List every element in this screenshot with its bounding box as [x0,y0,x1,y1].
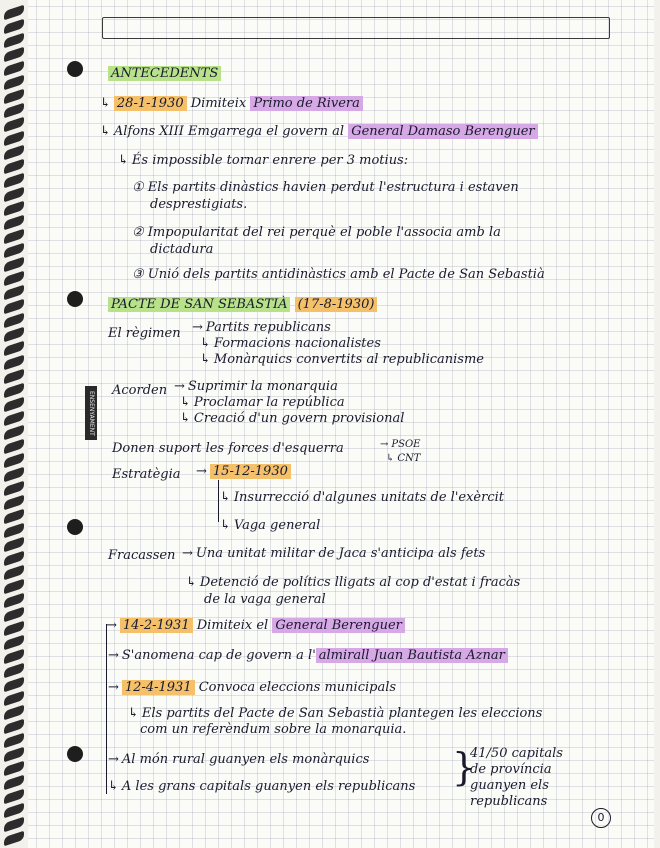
bracket-line [106,624,107,794]
spiral-coil [4,397,24,412]
spiral-coil [4,789,24,804]
spiral-coil [4,285,24,300]
arrow-icon: ↳ [100,124,111,139]
estrategia-date: → 15-12-1930 [196,464,291,480]
spiral-coil [4,831,24,846]
spiral-coil [4,607,24,622]
spiral-coil [4,719,24,734]
spiral-coil [4,173,24,188]
arrow-icon: ↳ [220,518,231,533]
side-tag-label: ENSENYAMENT [85,386,97,440]
arrow-icon: ↳ [220,490,231,505]
spiral-coil [4,439,24,454]
note-line: ↳ És impossible tornar enrere per 3 motius: [118,153,409,168]
spiral-coil [4,257,24,272]
spiral-coil [4,5,24,20]
spiral-coil [4,383,24,398]
reason-1: ① Els partits dinàstics havien perdut l'estructura i estaven [132,180,519,195]
spiral-coil [4,19,24,34]
spiral-coil [4,313,24,328]
spiral-coil [4,187,24,202]
spiral-coil [4,495,24,510]
estrategia-item: ↳ Vaga general [220,518,321,533]
event-line: → Al món rural guanyen els monàrquics [108,752,370,767]
spiral-coil [4,355,24,370]
note-line: ↳ 28-1-1930 Dimiteix Primo de Rivera [100,96,363,112]
reason-2: ② Impopularitat del rei perquè el poble l'associa amb la [132,225,501,240]
regim-item: ↳ Monàrquics convertits al republicanisme [200,352,484,367]
spiral-coil [4,649,24,664]
arrow-icon: ↳ [200,336,211,351]
reason-2-cont: dictadura [150,242,214,257]
fracassen-label: Fracassen [108,548,176,563]
spiral-coil [4,145,24,160]
fracassen-item: ↳ Detenció de polítics lligats al cop d'estat i fracàs [186,575,521,590]
arrow-icon: → [192,320,203,335]
arrow-icon: ↳ [180,411,191,426]
spiral-coil [4,229,24,244]
spiral-coil [4,593,24,608]
binder-hole-2 [67,291,83,307]
spiral-coil [4,299,24,314]
spiral-coil [4,159,24,174]
spiral-coil [4,579,24,594]
spiral-coil [4,551,24,566]
spiral-coil [4,75,24,90]
event-detail-cont: com un referèndum sobre la monarquia. [140,722,407,737]
acorden-item: ↳ Creació d'un govern provisional [180,411,405,426]
spiral-coil [4,201,24,216]
spiral-coil [4,691,24,706]
spiral-coil [4,621,24,636]
spiral-coil [4,677,24,692]
arrow-icon: → [108,648,119,663]
spiral-coil [4,537,24,552]
header-box [102,17,610,39]
arrow-icon: ↳ [386,453,395,464]
brace-icon: } [452,745,477,789]
suport-item: ↳ CNT [386,453,421,464]
spiral-coil [4,481,24,496]
notebook-spiral [0,0,30,848]
spiral-coil [4,215,24,230]
arrow-icon: → [108,680,119,695]
spiral-coil [4,733,24,748]
spiral-coil [4,705,24,720]
arrow-icon: → [174,379,185,394]
spiral-coil [4,453,24,468]
arrow-icon: ↳ [180,395,191,410]
spiral-coil [4,243,24,258]
event-line: → 12-4-1931 Convoca eleccions municipals [108,680,397,695]
binder-hole-4 [67,746,83,762]
spiral-coil [4,565,24,580]
arrow-icon: ↳ [118,153,129,168]
spiral-coil [4,467,24,482]
regim-item: ↳ Formacions nacionalistes [200,336,381,351]
spiral-coil [4,803,24,818]
spiral-coil [4,523,24,538]
spiral-coil [4,775,24,790]
reason-3: ③ Unió dels partits antidinàstics amb el Pacte de San Sebastià [132,267,545,282]
binder-hole-3 [67,519,83,535]
section-heading-antecedents: ANTECEDENTS [108,66,221,82]
spiral-coil [4,817,24,832]
spiral-coil [4,411,24,426]
spiral-coil [4,103,24,118]
fracassen-item-cont: de la vaga general [204,592,326,607]
spiral-coil [4,663,24,678]
arrow-icon: → [106,618,117,633]
spiral-coil [4,61,24,76]
spiral-coil [4,271,24,286]
event-detail: ↳ Els partits del Pacte de San Sebastià plantegen les eleccions [128,706,543,721]
spiral-coil [4,327,24,342]
spiral-coil [4,369,24,384]
regim-label: El règimen [108,326,181,341]
spiral-coil [4,509,24,524]
reason-1-cont: desprestigiats. [150,197,248,212]
side-note: de província [470,762,552,777]
event-line: → 14-2-1931 Dimiteix el General Berenguer [106,618,405,634]
page-number: 0 [591,808,611,828]
spiral-coil [4,341,24,356]
arrow-icon: ↳ [128,706,139,721]
spiral-coil [4,47,24,62]
spiral-coil [4,425,24,440]
arrow-icon: ↳ [200,352,211,367]
suport-line: Donen suport les forces d'esquerra [112,441,344,456]
side-note: guanyen els [470,778,549,793]
suport-item: → PSOE [380,439,421,450]
event-line: ↳ A les grans capitals guanyen els republicans [108,779,416,794]
arrow-icon: → [196,464,207,479]
arrow-icon: ↳ [108,779,119,794]
arrow-icon: → [182,546,193,561]
side-note: republicans [470,794,548,809]
event-line: → S'anomena cap de govern a l' almirall Juan Bautista Aznar [108,648,508,664]
acorden-label: Acorden [112,383,168,398]
spiral-coil [4,131,24,146]
spiral-coil [4,33,24,48]
binder-hole-1 [67,61,83,77]
estrategia-item: ↳ Insurrecció d'algunes unitats de l'exèrcit [220,490,505,505]
note-line: ↳ Alfons XIII Emgarrega el govern al General Damaso Berenguer [100,124,538,140]
acorden-item: → Suprimir la monarquia [174,379,338,394]
estrategia-label: Estratègia [112,467,181,482]
arrow-icon: → [380,439,389,450]
spiral-coil [4,117,24,132]
side-note: 41/50 capitals [470,746,563,761]
fracassen-item: → Una unitat militar de Jaca s'anticipa als fets [182,546,486,561]
arrow-icon: ↳ [186,575,197,590]
spiral-coil [4,635,24,650]
spiral-coil [4,89,24,104]
arrow-icon: ↳ [100,96,111,111]
spiral-coil [4,747,24,762]
arrow-icon: → [108,752,119,767]
spiral-coil [4,761,24,776]
acorden-item: ↳ Proclamar la república [180,395,345,410]
section-heading-pacte: PACTE DE SAN SEBASTIÀ (17-8-1930) [108,297,377,313]
bracket-line [218,480,219,522]
regim-item: → Partits republicans [192,320,331,335]
